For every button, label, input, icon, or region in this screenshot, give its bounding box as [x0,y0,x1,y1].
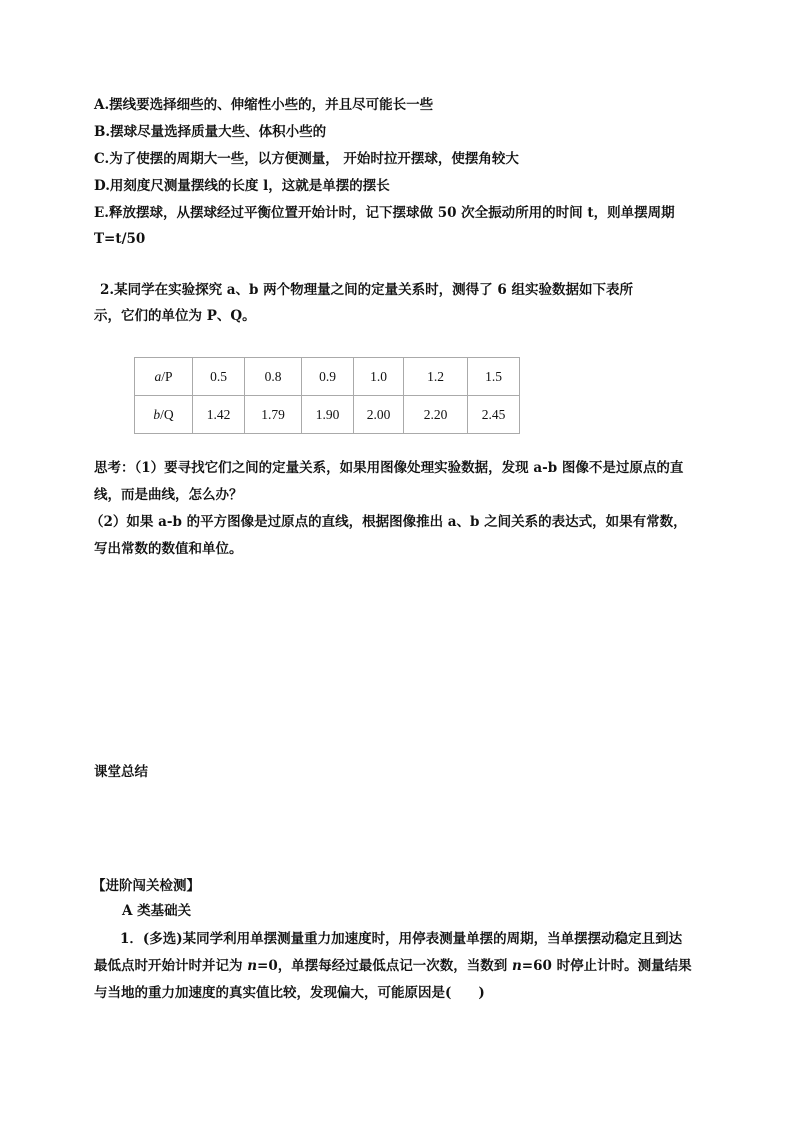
problem-1-line1: 1．(多选)某同学利用单摆测量重力加速度时，用停表测量单摆的周期，当单摆摆动稳定且到达 [120,931,683,947]
table-cell: 0.5 [193,358,245,396]
table-cell: 1.79 [245,396,302,434]
data-table [134,357,520,434]
table-cell: 1.90 [302,396,354,434]
section-heading: 【进阶闯关检测】 [92,878,200,894]
table-cell: 1.0 [354,358,404,396]
table-row [135,358,520,396]
table-cell: 1.42 [193,396,245,434]
option-e-line2: T=t/50 [94,231,146,247]
subsection-heading: A 类基础关 [122,903,192,919]
table-cell: 0.9 [302,358,354,396]
table-cell: 1.2 [404,358,468,396]
option-e-line1: E.释放摆球，从摆球经过平衡位置开始计时，记下摆球做 50 次全振动所用的时间 t，则单摆周期 [94,205,675,221]
question-2-line1: 2.某同学在实验探究 a、b 两个物理量之间的定量关系时，测得了 6 组实验数据如下表所 [100,282,633,298]
table-cell: 0.8 [245,358,302,396]
summary-heading: 课堂总结 [94,764,148,780]
table-cell: 1.5 [468,358,520,396]
row-header-a: a/P [135,358,193,396]
problem-1-line3: 与当地的重力加速度的真实值比较，发现偏大，可能原因是( ) [94,985,485,1001]
option-b: B.摆球尽量选择质量大些、体积小些的 [94,124,327,140]
option-d: D.用刻度尺测量摆线的长度 l，这就是单摆的摆长 [94,178,390,194]
think-line1: 思考：（1）要寻找它们之间的定量关系，如果用图像处理实验数据，发现 a-b 图像不是过原点的直 [94,460,684,476]
table-row [135,396,520,434]
think-line2: 线，而是曲线，怎么办？ [94,487,243,503]
problem-1-line2: 最低点时开始计时并记为 n=0，单摆每经过最低点记一次数，当数到 n=60 时停止计时。测量结果 [94,958,692,974]
row-header-b: b/Q [135,396,193,434]
option-a: A.摆线要选择细些的、伸缩性小些的，并且尽可能长一些 [94,97,434,113]
table-cell: 2.20 [404,396,468,434]
think-line3: （2）如果 a-b 的平方图像是过原点的直线，根据图像推出 a、b 之间关系的表达式，如果有常数， [90,514,687,530]
think-line4: 写出常数的数值和单位。 [94,541,243,557]
table-cell: 2.00 [354,396,404,434]
option-c: C.为了使摆的周期大一些，以方便测量， 开始时拉开摆球，使摆角较大 [94,151,519,167]
table-cell: 2.45 [468,396,520,434]
question-2-line2: 示，它们的单位为 P、Q。 [94,308,256,324]
